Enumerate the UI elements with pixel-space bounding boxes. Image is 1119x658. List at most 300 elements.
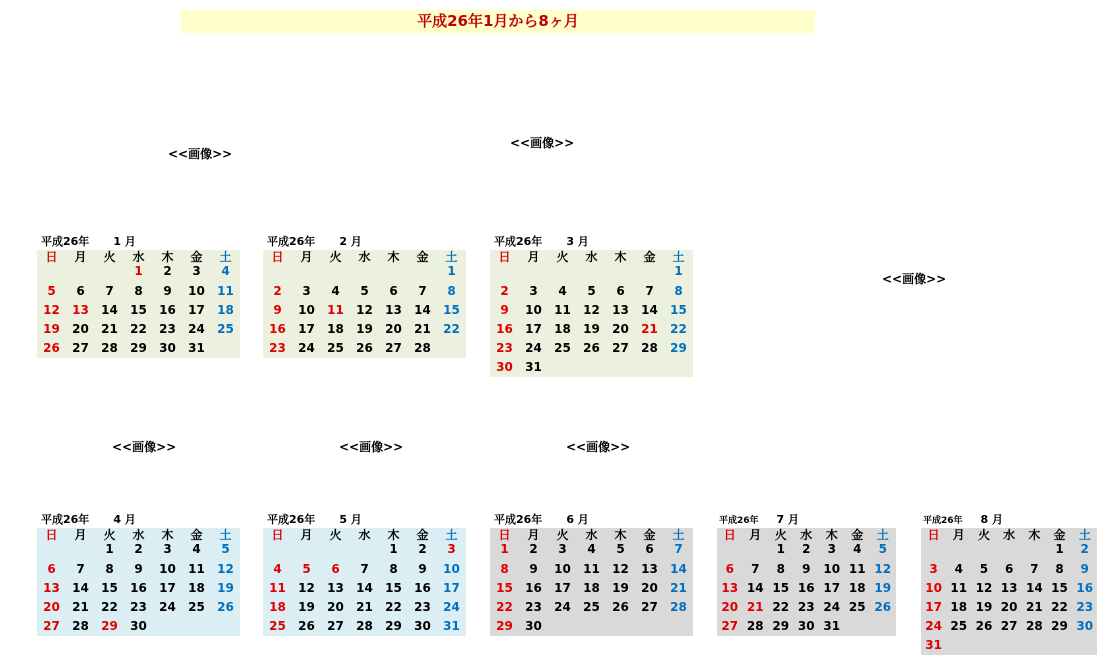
weekday-header: 月 [74,528,87,542]
calendar-era: 平成26年 [494,235,543,248]
calendar-day: 17 [298,322,315,336]
calendar-day-empty [37,265,66,278]
calendar-day: 15 [1051,581,1068,595]
weekday-header: 木 [614,528,627,542]
calendar-day: 5 [221,542,230,556]
calendar-day: 19 [217,581,234,595]
calendar-day-empty [577,617,606,636]
calendar-day: 20 [43,600,60,614]
calendar-day: 12 [583,303,600,317]
calendar-day: 8 [776,562,785,576]
calendar-day: 25 [950,619,968,633]
calendar-day: 13 [1000,581,1018,595]
calendar-day: 23 [496,341,513,355]
calendar-day: 30 [159,341,176,355]
calendar-day: 19 [356,322,373,336]
calendar-day: 19 [874,581,892,595]
calendar-day: 16 [269,322,286,336]
weekday-header: 金 [190,528,203,542]
calendar-era: 平成26年 [41,235,90,248]
calendar-day: 25 [327,341,344,355]
calendar-era: 平成26年 [41,513,90,526]
weekday-header: 土 [445,528,458,542]
calendar-grid [37,250,240,358]
calendar-day: 21 [746,600,764,614]
calendar-day-empty [1047,636,1072,655]
weekday-header: 月 [74,250,87,264]
weekday-header: 水 [1003,528,1016,542]
calendar-day: 30 [496,360,513,374]
calendar-day: 22 [130,322,147,336]
calendar-day: 8 [105,562,114,576]
calendar-day: 7 [360,562,369,576]
calendar-day-empty [66,265,95,278]
calendar-day: 22 [772,600,790,614]
calendar-era: 平成26年 [494,513,543,526]
calendar-day: 6 [616,284,625,298]
calendar-day: 24 [159,600,176,614]
calendar-day: 18 [950,600,968,614]
calendar-day: 15 [443,303,460,317]
calendar-day: 13 [721,581,739,595]
calendar-day: 28 [670,600,687,614]
calendar-day: 15 [130,303,147,317]
calendar-day: 23 [130,600,147,614]
calendar-day: 12 [612,562,629,576]
calendar-day: 6 [1004,562,1014,576]
calendar-day-empty [606,265,635,278]
calendar-day: 27 [641,600,658,614]
weekday-header: 金 [851,528,864,542]
calendar-day: 17 [525,322,542,336]
calendar-day: 21 [72,600,89,614]
calendar-day: 9 [529,562,538,576]
calendar-month-label: 4 月 [113,513,136,526]
weekday-header: 月 [527,528,540,542]
calendar-day-empty [971,543,996,556]
calendar-day: 2 [529,542,538,556]
calendar-day: 2 [163,264,172,278]
calendar-day: 2 [418,542,427,556]
calendar-day: 16 [130,581,147,595]
calendar-day: 18 [269,600,286,614]
calendar-day: 24 [188,322,205,336]
image-placeholder-5: <<画像>> [339,440,404,454]
calendar-day: 26 [356,341,373,355]
calendar-day: 6 [389,284,398,298]
calendar-day: 2 [802,542,811,556]
calendar-day: 29 [772,619,790,633]
calendar-day: 16 [525,581,542,595]
calendar-day: 4 [273,562,282,576]
calendar-day: 14 [356,581,373,595]
calendar-day: 20 [721,600,739,614]
calendar-day-empty [1072,636,1097,655]
calendar-day: 27 [721,619,739,633]
calendar-title [494,232,693,250]
calendar-day-empty [1022,636,1047,655]
calendar-day: 21 [670,581,687,595]
calendar-day-empty [379,265,408,278]
calendar-day: 19 [583,322,600,336]
calendar-day: 5 [47,284,56,298]
calendar-month-label: 3 月 [566,235,589,248]
calendar-day: 9 [418,562,427,576]
calendar-day: 25 [848,600,866,614]
calendar-day: 18 [848,581,866,595]
weekday-header: 火 [977,528,990,542]
calendar-day: 18 [217,303,234,317]
weekday-header: 月 [749,528,762,542]
calendar-day: 8 [1055,562,1064,576]
calendar-day: 26 [612,600,629,614]
calendar-day: 31 [525,360,542,374]
calendar-era: 平成26年 [267,235,316,248]
calendar-day: 3 [192,264,201,278]
calendar-day: 1 [674,264,683,278]
calendar-day: 10 [188,284,205,298]
calendar-day: 20 [327,600,344,614]
weekday-header: 日 [45,528,58,542]
calendar-day: 23 [159,322,176,336]
calendar-day-empty [997,543,1022,556]
weekday-header: 日 [723,528,736,542]
calendar-month-2 [263,232,466,358]
calendar-day-empty [870,617,896,636]
image-placeholder-1: <<画像>> [168,147,233,161]
calendar-title [719,510,896,528]
calendar-day: 20 [1000,600,1018,614]
calendar-month-label: 7 月 [776,513,800,526]
calendar-day: 20 [641,581,658,595]
calendar-day: 3 [447,542,456,556]
calendar-day: 10 [823,562,841,576]
calendar-day: 27 [327,619,344,633]
calendar-day: 6 [331,562,340,576]
calendar-day: 24 [823,600,841,614]
calendar-day: 30 [797,619,815,633]
calendar-day: 22 [385,600,402,614]
calendar-day: 18 [554,322,571,336]
calendar-day: 6 [725,562,734,576]
calendar-day: 13 [327,581,344,595]
calendar-day-empty [606,358,635,377]
calendar-day: 7 [674,542,683,556]
calendar-day: 9 [273,303,282,317]
calendar-day-empty [1022,543,1047,556]
calendar-day-empty [211,617,240,636]
calendar-day: 24 [443,600,460,614]
calendar-day-empty [350,543,379,556]
calendar-grid [490,250,693,377]
weekday-header: 火 [774,528,787,542]
calendar-day: 1 [776,542,785,556]
calendar-day: 25 [583,600,600,614]
calendar-day: 26 [298,619,315,633]
calendar-day: 29 [130,341,147,355]
calendar-day: 6 [76,284,85,298]
calendar-day: 14 [641,303,658,317]
calendar-day: 14 [1025,581,1043,595]
calendar-month-label: 8 月 [980,513,1004,526]
calendar-day-empty [548,358,577,377]
calendar-day: 31 [188,341,205,355]
calendar-day: 24 [925,619,942,633]
image-placeholder-4: <<画像>> [112,440,177,454]
calendar-day: 15 [772,581,790,595]
calendar-day: 30 [414,619,431,633]
calendar-day-empty [971,636,996,655]
calendar-day: 29 [496,619,513,633]
weekday-header: 木 [614,250,627,264]
calendar-day: 16 [159,303,176,317]
calendar-day: 11 [583,562,600,576]
calendar-day-empty [997,636,1022,655]
calendar-grid [37,528,240,636]
calendar-day: 2 [134,542,143,556]
calendar-day-empty [292,265,321,278]
calendar-day: 18 [188,581,205,595]
calendar-day: 17 [188,303,205,317]
calendar-day: 21 [101,322,118,336]
calendar-day: 5 [979,562,989,576]
calendar-day: 28 [414,341,431,355]
calendar-day: 11 [848,562,866,576]
calendar-day-empty [519,265,548,278]
calendar-day: 5 [302,562,311,576]
calendar-day: 16 [414,581,431,595]
calendar-day: 26 [43,341,60,355]
weekday-header: 土 [672,250,685,264]
calendar-day: 27 [72,341,89,355]
calendar-era: 平成26年 [267,513,316,526]
calendar-day: 10 [925,581,942,595]
calendar-day: 3 [827,542,836,556]
calendar-day: 9 [163,284,172,298]
calendar-month-7 [717,510,896,636]
calendar-day: 19 [975,600,993,614]
calendar-day: 22 [101,600,118,614]
calendar-era: 平成26年 [923,515,963,526]
calendar-day: 7 [751,562,760,576]
calendar-day: 16 [496,322,513,336]
calendar-day: 10 [298,303,315,317]
calendar-day: 14 [101,303,118,317]
weekday-header: 月 [300,528,313,542]
calendar-day: 7 [1030,562,1039,576]
calendar-day: 29 [670,341,687,355]
image-placeholder-3: <<画像>> [882,272,947,286]
calendar-day: 24 [298,341,315,355]
calendar-day-empty [548,265,577,278]
calendar-day: 1 [500,542,509,556]
calendar-day: 15 [496,581,513,595]
calendar-day: 20 [385,322,402,336]
calendar-day-empty [635,265,664,278]
calendar-day-empty [37,543,66,556]
calendar-day: 15 [101,581,118,595]
calendar-day: 22 [443,322,460,336]
weekday-header: 日 [271,250,284,264]
calendar-day: 28 [72,619,89,633]
calendar-day-empty [95,265,124,278]
weekday-header: 日 [271,528,284,542]
calendar-day: 13 [72,303,89,317]
calendar-day-empty [921,543,946,556]
calendar-day-empty [211,339,240,358]
weekday-header: 木 [387,250,400,264]
calendar-day: 18 [583,581,600,595]
calendar-day: 17 [554,581,571,595]
calendar-day: 27 [385,341,402,355]
calendar-day: 28 [641,341,658,355]
calendar-day: 20 [612,322,629,336]
calendar-day: 2 [1080,542,1089,556]
calendar-day: 3 [529,284,538,298]
calendar-day-empty [321,265,350,278]
weekday-header: 土 [445,250,458,264]
calendar-day: 5 [587,284,596,298]
calendar-day-empty [845,617,871,636]
calendar-day: 22 [670,322,687,336]
calendar-grid [263,250,466,358]
calendar-month-1 [37,232,240,358]
calendar-day: 4 [954,562,963,576]
calendar-day-empty [437,339,466,358]
calendar-day: 11 [269,581,286,595]
calendar-day-empty [606,617,635,636]
calendar-day: 5 [878,542,887,556]
calendar-day: 11 [327,303,344,317]
calendar-day: 3 [558,542,567,556]
calendar-day: 4 [558,284,567,298]
calendar-day: 23 [797,600,815,614]
calendar-day: 25 [217,322,234,336]
calendar-day: 6 [47,562,56,576]
calendar-day: 26 [583,341,600,355]
calendar-day: 26 [975,619,993,633]
calendar-day-empty [263,265,292,278]
calendar-day: 17 [925,600,942,614]
weekday-header: 火 [329,250,342,264]
calendar-day: 4 [587,542,596,556]
calendar-day: 1 [1055,542,1064,556]
calendar-month-label: 2 月 [339,235,362,248]
calendar-day: 8 [134,284,143,298]
calendar-day: 2 [500,284,509,298]
calendar-day: 31 [443,619,460,633]
calendar-title [267,232,466,250]
calendar-day-empty [664,358,693,377]
calendar-day: 13 [612,303,629,317]
calendar-day: 19 [43,322,60,336]
calendar-title [41,510,240,528]
calendar-day: 9 [134,562,143,576]
calendar-day-empty [577,265,606,278]
weekday-header: 水 [132,250,145,264]
calendar-day-empty [182,617,211,636]
calendar-day-empty [263,543,292,556]
calendar-day: 17 [443,581,460,595]
calendar-day: 1 [389,542,398,556]
weekday-header: 火 [103,528,116,542]
calendar-day: 30 [130,619,147,633]
weekday-header: 日 [45,250,58,264]
calendar-day: 18 [327,322,344,336]
calendar-day: 15 [670,303,687,317]
calendar-day-empty [664,617,693,636]
weekday-header: 土 [1078,528,1091,542]
weekday-header: 水 [585,528,598,542]
weekday-header: 月 [527,250,540,264]
calendar-title [267,510,466,528]
calendar-day: 23 [525,600,542,614]
weekday-header: 木 [387,528,400,542]
calendar-day: 4 [221,264,230,278]
weekday-header: 日 [927,528,940,542]
calendar-day: 13 [43,581,60,595]
weekday-header: 火 [329,528,342,542]
calendar-day: 27 [43,619,60,633]
calendar-day-empty [946,636,971,655]
calendar-day: 29 [385,619,402,633]
calendar-day: 24 [525,341,542,355]
calendar-day: 20 [72,322,89,336]
calendar-day: 1 [134,264,143,278]
calendar-month-3 [490,232,693,377]
weekday-header: 木 [161,250,174,264]
calendar-day: 16 [1076,581,1094,595]
calendar-day: 12 [298,581,315,595]
calendar-day: 4 [853,542,862,556]
calendar-day: 12 [356,303,373,317]
calendar-day: 31 [925,638,942,652]
calendar-day: 13 [385,303,402,317]
calendar-day: 21 [356,600,373,614]
calendar-day: 3 [163,542,172,556]
calendar-day: 7 [105,284,114,298]
calendar-day: 24 [554,600,571,614]
calendar-day: 2 [273,284,282,298]
calendar-day: 21 [1025,600,1043,614]
weekday-header: 水 [358,250,371,264]
calendar-month-label: 6 月 [566,513,589,526]
weekday-header: 日 [498,528,511,542]
calendar-day: 31 [823,619,841,633]
weekday-header: 金 [190,250,203,264]
calendar-day-empty [635,358,664,377]
weekday-header: 水 [800,528,813,542]
weekday-header: 日 [498,250,511,264]
weekday-header: 水 [132,528,145,542]
calendar-day: 11 [188,562,205,576]
calendar-day: 10 [159,562,176,576]
calendar-day: 29 [1051,619,1068,633]
calendar-day: 4 [192,542,201,556]
calendar-day: 26 [874,600,892,614]
calendar-month-label: 5 月 [339,513,362,526]
calendar-grid [717,528,896,636]
weekday-header: 月 [952,528,965,542]
calendar-day-empty [635,617,664,636]
calendar-day: 21 [414,322,431,336]
calendar-day: 26 [217,600,234,614]
calendar-grid [490,528,693,636]
calendar-day: 28 [1025,619,1043,633]
calendar-day: 10 [443,562,460,576]
image-placeholder-6: <<画像>> [566,440,631,454]
calendar-day: 8 [500,562,509,576]
